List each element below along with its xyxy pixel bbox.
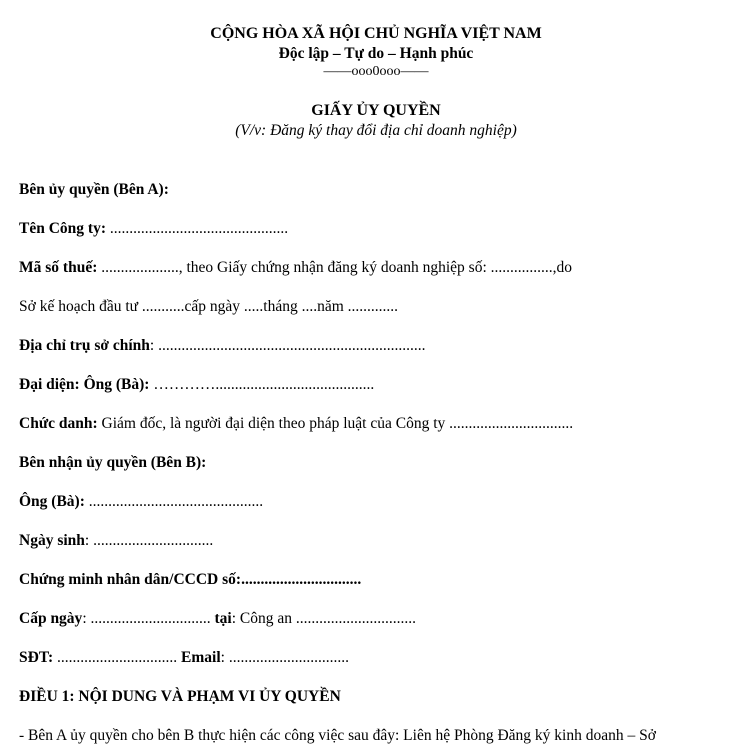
company-name-line <box>19 219 288 239</box>
position-line <box>19 414 573 434</box>
motto: Độc lập – Tự do – Hạnh phúc <box>278 45 474 62</box>
contact-line <box>19 648 349 668</box>
dob-label: Ngày sinh <box>19 532 85 549</box>
position-label: Chức danh: <box>19 415 98 432</box>
document-title: GIẤY ỦY QUYỀN <box>311 102 441 119</box>
party-b-heading: Bên nhận ủy quyền (Bên B): <box>19 454 207 471</box>
document-subject: (V/v: Đăng ký thay đổi địa chỉ doanh nghiệp) <box>235 122 517 139</box>
id-value: ............................... <box>241 571 362 588</box>
issue-date-value: : ............................... <box>82 610 215 627</box>
name-line <box>19 492 263 512</box>
dob-value: : ............................... <box>84 532 214 549</box>
address-label: Địa chỉ trụ sở chính <box>19 337 150 354</box>
email-label: Email <box>181 649 221 666</box>
representative-value: …………......................................... <box>149 376 375 393</box>
party-a-heading: Bên ủy quyền (Bên A): <box>19 181 169 198</box>
company-label: Tên Công ty: <box>19 220 106 237</box>
phone-label: SĐT: <box>19 649 54 666</box>
representative-label: Đại diện: Ông (Bà): <box>19 376 150 393</box>
tax-code-line <box>19 258 572 278</box>
id-label: Chứng minh nhân dân/CCCD số: <box>19 571 242 588</box>
name-label: Ông (Bà): <box>19 493 85 510</box>
issue-place-value: : Công an ............................... <box>231 610 416 627</box>
dob-line <box>19 531 213 551</box>
phone-value: ............................... <box>53 649 182 666</box>
tax-label: Mã số thuế: <box>19 259 98 276</box>
address-value: : ..................................................................... <box>149 337 426 354</box>
issued-by-line: Sở kế hoạch đầu tư ...........cấp ngày .....tháng ....năm ............. <box>19 298 399 315</box>
email-value: : ............................... <box>220 649 349 666</box>
address-line <box>19 336 425 356</box>
issue-place-label: tại <box>214 610 232 627</box>
company-value: .............................................. <box>105 220 289 237</box>
name-value: ............................................. <box>84 493 264 510</box>
article1-heading: ĐIỀU 1: NỘI DUNG VÀ PHẠM VI ỦY QUYỀN <box>19 688 341 705</box>
position-value: Giám đốc, là người đại diện theo pháp luật của Công ty ................................ <box>97 415 574 432</box>
issue-line <box>19 609 416 629</box>
article1-body: - Bên A ủy quyền cho bên B thực hiện các công việc sau đây: Liên hệ Phòng Đăng ký kinh doanh – Sở <box>19 727 656 744</box>
issue-date-label: Cấp ngày <box>19 610 83 627</box>
id-line <box>19 570 361 590</box>
nation-header: CỘNG HÒA XÃ HỘI CHỦ NGHĨA VIỆT NAM <box>210 25 542 42</box>
representative-line <box>19 375 374 395</box>
tax-value: ...................., theo Giấy chứng nhận đăng ký doanh nghiệp số: ................,do <box>97 259 572 276</box>
separator: ——ooo0ooo—— <box>323 64 429 79</box>
